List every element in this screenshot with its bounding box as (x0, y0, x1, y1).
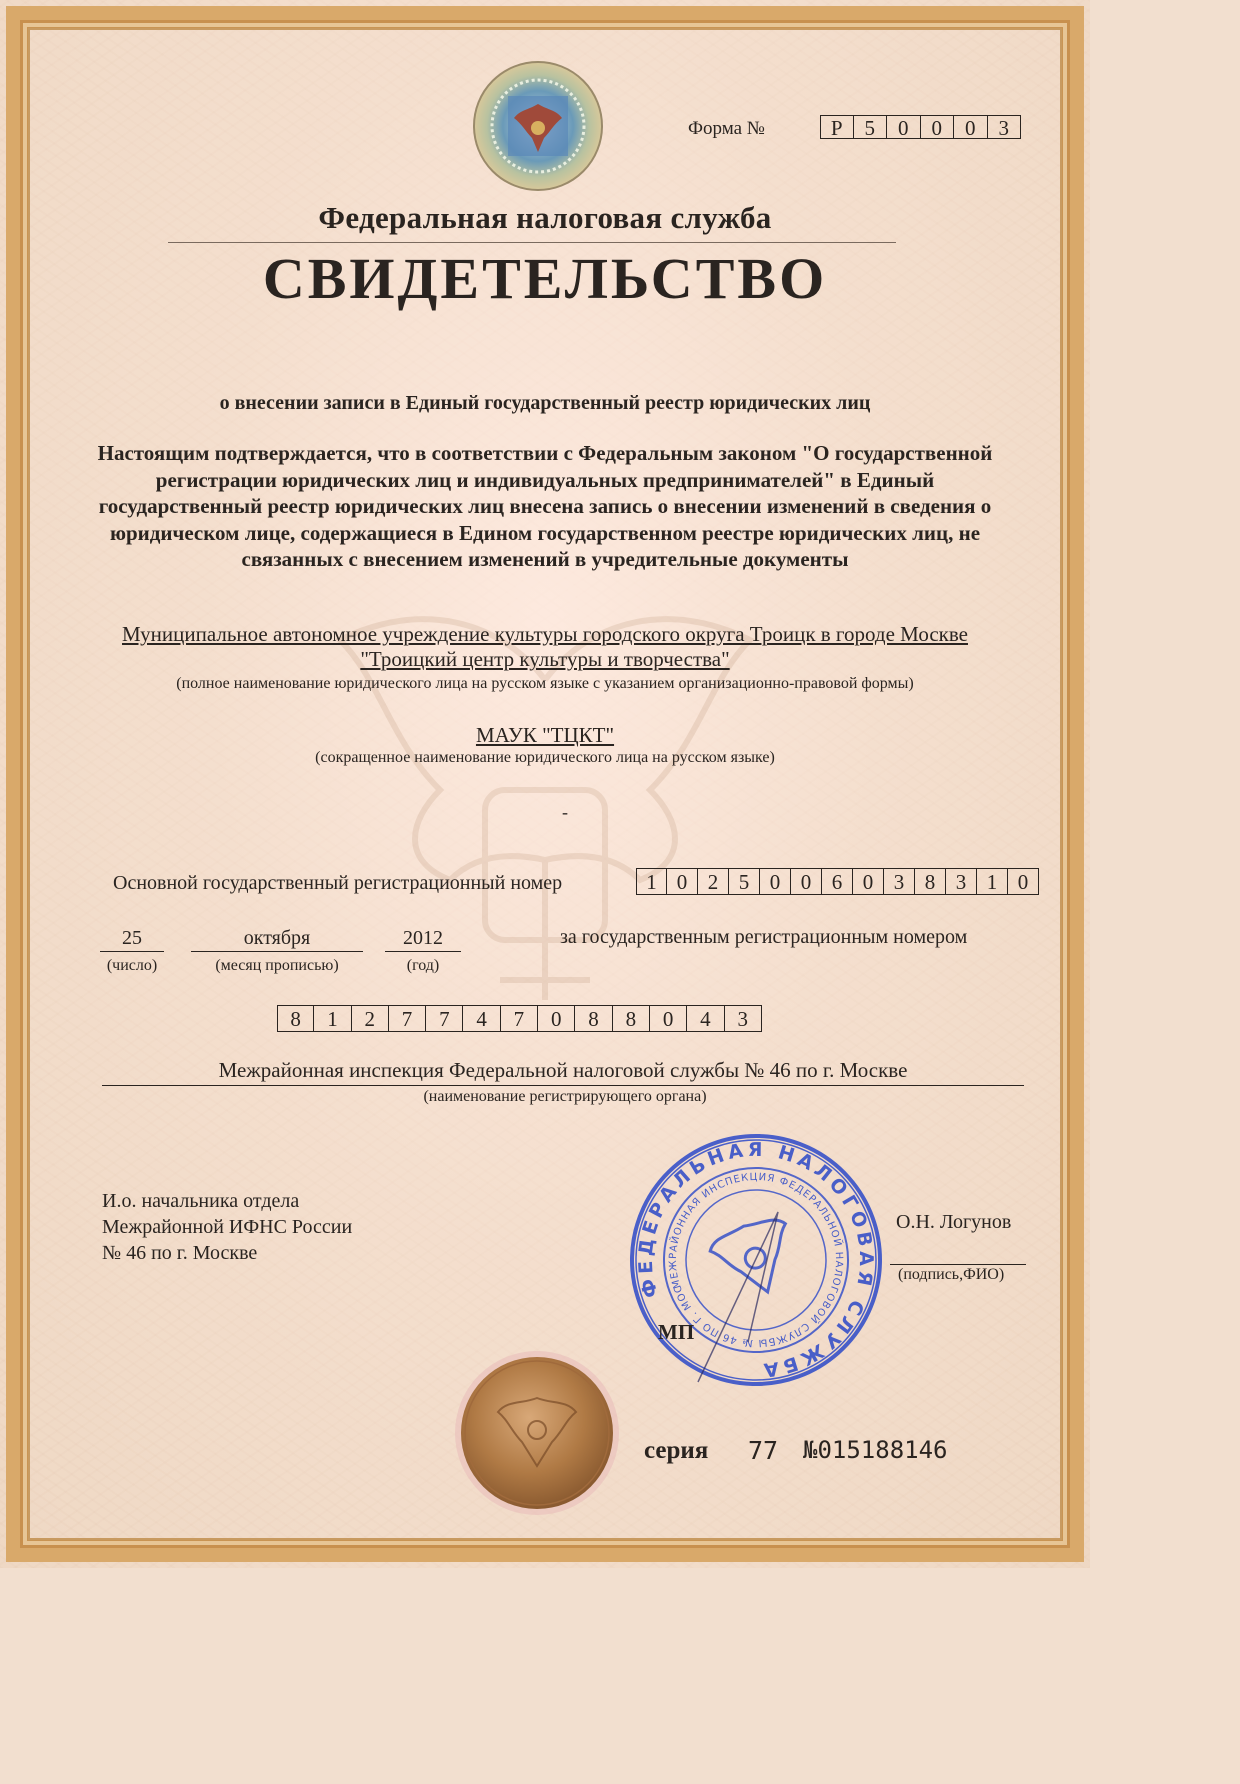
ogrn-cell: 1 (977, 868, 1008, 895)
form-number-cell: Р (820, 115, 854, 139)
position-line: Межрайонной ИФНС России (102, 1216, 353, 1238)
short-name-caption: (сокращенное наименование юридического лица на русском языке) (315, 749, 775, 766)
date-day-caption: (число) (106, 957, 158, 974)
grn-cell: 7 (426, 1005, 463, 1032)
form-number-cell: 3 (988, 115, 1022, 139)
stamp-outer-text: ФЕДЕРАЛЬНАЯ НАЛОГОВАЯ СЛУЖБА (634, 1138, 878, 1382)
series-label: серия (644, 1437, 709, 1464)
form-number-cell: 0 (921, 115, 955, 139)
signatory-position (102, 1188, 352, 1266)
document-subtitle: о внесении записи в Единый государственный реестр юридических лиц (219, 392, 871, 414)
date-year-caption: (год) (406, 957, 440, 974)
grn-label: за государственным регистрационным номером (560, 926, 968, 948)
ogrn-cell: 0 (667, 868, 698, 895)
date-month-caption: (месяц прописью) (215, 957, 339, 974)
ogrn-cell: 0 (1008, 868, 1039, 895)
form-number-cell: 0 (887, 115, 921, 139)
form-label: Форма № (688, 118, 765, 139)
position-line: И.о. начальника отдела (102, 1190, 300, 1212)
grn-cell: 0 (650, 1005, 687, 1032)
grn-cell: 7 (501, 1005, 538, 1032)
grn-cell: 1 (314, 1005, 351, 1032)
document-title: СВИДЕТЕЛЬСТВО (262, 246, 828, 311)
ogrn-cell: 3 (884, 868, 915, 895)
signature-caption: (подпись,ФИО) (898, 1266, 1005, 1283)
grn-cell: 3 (725, 1005, 762, 1032)
gold-seal-icon (452, 1348, 622, 1518)
grn-cell: 4 (463, 1005, 500, 1032)
blank-field-dash: - (562, 802, 568, 822)
stamp-inner-text: МЕЖРАЙОННАЯ ИНСПЕКЦИЯ ФЕДЕРАЛЬНОЙ НАЛОГОВОЙ СЛУЖБЫ № 46 ПО Г. МОСКВЕ (667, 1171, 845, 1349)
ogrn-cell: 5 (729, 868, 760, 895)
ogrn-cell: 0 (853, 868, 884, 895)
form-number-cell: 0 (954, 115, 988, 139)
ogrn-cell: 2 (698, 868, 729, 895)
ogrn-cell: 8 (915, 868, 946, 895)
organization-full-name: Муниципальное автономное учреждение культуры городского округа Троицк в городе Москве "Троицкий центр культуры и творчества" (122, 622, 968, 671)
form-number-cell: 5 (854, 115, 888, 139)
ogrn-cell: 6 (822, 868, 853, 895)
certificate-number: №015188146 (803, 1436, 948, 1464)
grn-cell: 4 (687, 1005, 724, 1032)
series-value: 77 (748, 1436, 779, 1465)
grn-cell: 8 (575, 1005, 612, 1032)
grn-boxes (277, 1005, 762, 1032)
ogrn-cell: 1 (636, 868, 667, 895)
organization-short-name: МАУК "ТЦКТ" (475, 723, 615, 747)
grn-cell: 8 (613, 1005, 650, 1032)
organization-short-name-row (0, 723, 1090, 748)
seal-place-label: МП (658, 1320, 695, 1344)
agency-name: Федеральная налоговая служба (318, 200, 772, 235)
date-month: октября (191, 927, 363, 952)
ogrn-cell: 0 (791, 868, 822, 895)
hologram-emblem-icon (472, 60, 604, 192)
grn-cell: 2 (352, 1005, 389, 1032)
ogrn-boxes (636, 868, 1039, 895)
signature-line (890, 1264, 1026, 1265)
date-day: 25 (100, 927, 164, 952)
grn-cell: 7 (389, 1005, 426, 1032)
position-line: № 46 по г. Москве (102, 1242, 258, 1264)
date-year: 2012 (385, 927, 461, 952)
grn-cell: 8 (277, 1005, 314, 1032)
official-stamp-icon (628, 1132, 884, 1388)
ogrn-label: Основной государственный регистрационный номер (113, 872, 563, 894)
ogrn-cell: 3 (946, 868, 977, 895)
ogrn-cell: 0 (760, 868, 791, 895)
registering-authority: Межрайонная инспекция Федеральной налоговой службы № 46 по г. Москве (102, 1058, 1024, 1086)
authority-caption: (наименование регистрирующего органа) (423, 1088, 707, 1105)
form-number-boxes (820, 115, 1021, 139)
header-divider (168, 242, 896, 243)
grn-cell: 0 (538, 1005, 575, 1032)
full-name-caption: (полное наименование юридического лица на русском языке с указанием организационно-правовой формы) (176, 675, 914, 692)
signatory-name: О.Н. Логунов (896, 1211, 1012, 1233)
statement-paragraph: Настоящим подтверждается, что в соответствии с Федеральным законом "О государственной регистрации юридических лиц и индивидуальных предпринимателей" в Единый государственный реестр юридических лиц внесена запись о внесении изменений в сведения о юридическом лице, содержащиеся в Едином государственном реестре юридических лиц, не связанных с внесением изменений в учредительные документы (97, 441, 993, 571)
